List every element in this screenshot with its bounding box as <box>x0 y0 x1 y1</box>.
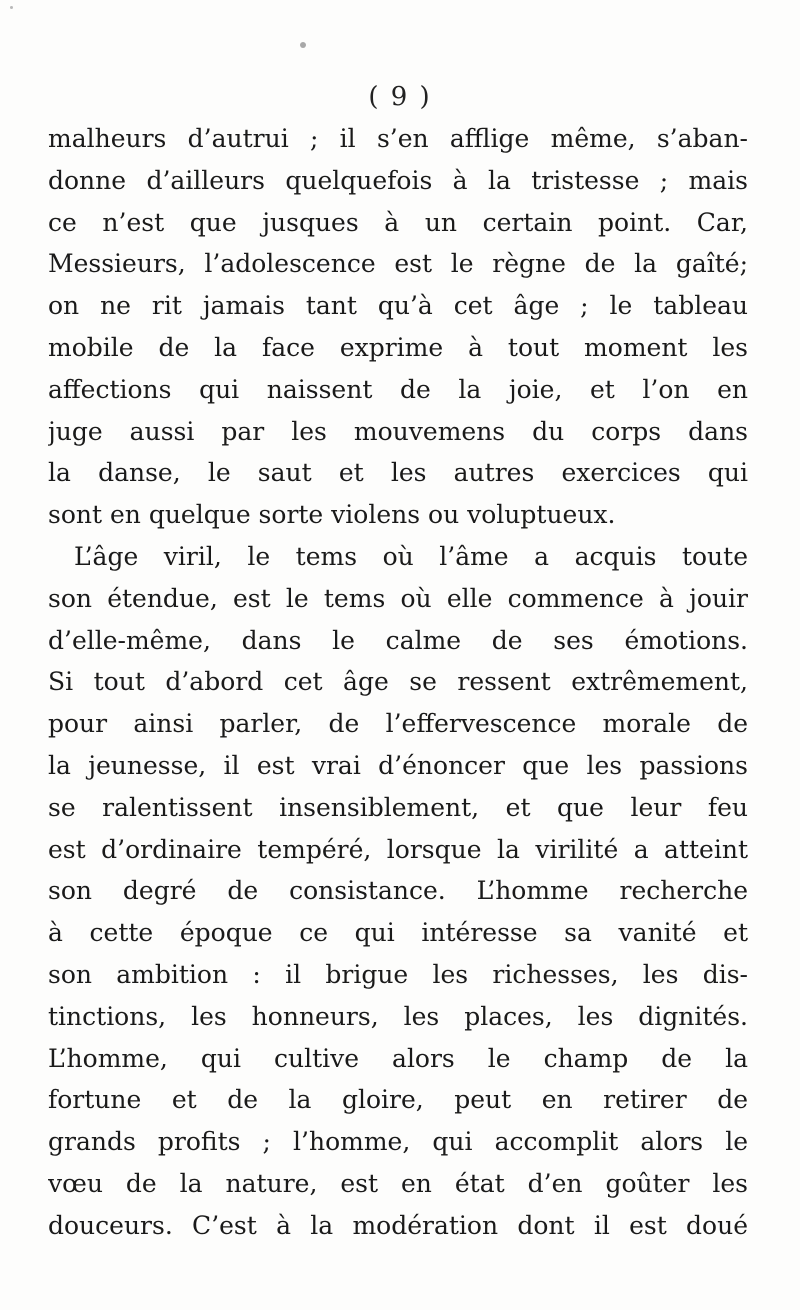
text-line: vœu de la nature, est en état d’en goûter les <box>48 1168 748 1198</box>
text-line: Si tout d’abord cet âge se ressent extrêmement, <box>48 667 748 697</box>
text-line: malheurs d’autrui ; il s’en afflige même, s’aban- <box>48 124 748 153</box>
text-line: douceurs. C’est à la modération dont il est doué <box>48 1210 748 1240</box>
text-line: tinctions, les honneurs, les places, les dignités. <box>48 1001 748 1031</box>
text-line: grands profits ; l’homme, qui accomplit alors le <box>48 1127 748 1157</box>
text-line: son étendue, est le tems où elle commence à jouir <box>48 583 748 613</box>
text-line: juge aussi par les mouvemens du corps dans <box>48 416 748 446</box>
text-line: à cette époque ce qui intéresse sa vanité et <box>48 918 748 948</box>
text-line: pour ainsi parler, de l’effervescence morale de <box>48 709 748 739</box>
body-text <box>48 118 748 1247</box>
page-number: ( 9 ) <box>368 82 432 112</box>
text-line: donne d’ailleurs quelquefois à la tristesse ; mais <box>48 165 748 195</box>
text-line: ce n’est que jusques à un certain point. Car, <box>48 207 748 237</box>
text-line: mobile de la face exprime à tout moment les <box>48 332 748 362</box>
text-line: est d’ordinaire tempéré, lorsque la virilité a atteint <box>48 834 748 864</box>
text-line: Messieurs, l’adolescence est le règne de la gaîté; <box>48 249 748 279</box>
text-line: on ne rit jamais tant qu’à cet âge ; le tableau <box>48 291 748 321</box>
paper-speck <box>300 42 306 48</box>
text-line: sont en quelque sorte violens ou voluptueux. <box>48 500 616 530</box>
text-line: d’elle-même, dans le calme de ses émotions. <box>48 625 748 655</box>
text-line: L’âge viril, le tems où l’âme a acquis toute <box>74 541 748 571</box>
text-line: son ambition : il brigue les richesses, les dis- <box>48 959 748 989</box>
text-line: son degré de consistance. L’homme recherche <box>48 876 748 906</box>
text-line: se ralentissent insensiblement, et que leur feu <box>48 792 748 822</box>
text-line: la danse, le saut et les autres exercices qui <box>48 458 748 488</box>
text-line: L’homme, qui cultive alors le champ de la <box>48 1043 748 1073</box>
text-line: affections qui naissent de la joie, et l’on en <box>48 374 748 404</box>
paper-speck <box>10 6 13 9</box>
text-line: la jeunesse, il est vrai d’énoncer que les passions <box>48 750 748 780</box>
text-line: fortune et de la gloire, peut en retirer de <box>48 1085 748 1115</box>
